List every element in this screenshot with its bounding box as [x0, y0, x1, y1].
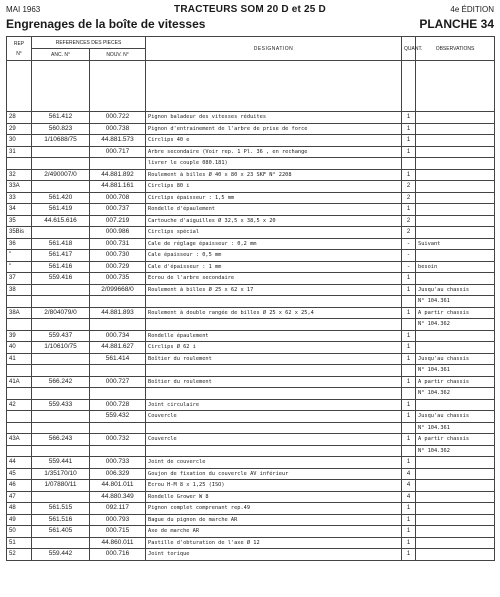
cell-anc: 561.420	[32, 192, 90, 204]
cell-nouv: 000.715	[90, 526, 146, 538]
cell-rep	[7, 445, 32, 457]
cell-obs	[416, 123, 495, 135]
cell-rep	[7, 365, 32, 377]
table-row	[7, 307, 495, 319]
cell-des	[146, 365, 402, 377]
cell-rep: 38	[7, 284, 32, 296]
table-row	[7, 123, 495, 135]
cell-obs: Jusqu'au chassis	[416, 353, 495, 365]
cell-obs	[416, 273, 495, 285]
cell-obs: besoin	[416, 261, 495, 273]
cell-anc	[32, 158, 90, 170]
plate-number: PLANCHE 34	[419, 17, 494, 31]
cell-qty: 1	[402, 123, 416, 135]
table-row	[7, 491, 495, 503]
cell-nouv: 000.737	[90, 204, 146, 216]
cell-anc: 561.412	[32, 112, 90, 124]
cell-nouv: 44.860.011	[90, 537, 146, 549]
cell-des: Pignon baladeur des vitesses réduites	[146, 112, 402, 124]
cell-obs	[416, 227, 495, 239]
cell-des: Rondelle épaulement	[146, 330, 402, 342]
col-nouv-header: NOUV. N°	[90, 49, 146, 61]
cell-rep: 47	[7, 491, 32, 503]
cell-anc	[32, 445, 90, 457]
cell-rep	[7, 388, 32, 400]
cell-des: Rondelle Grower W 8	[146, 491, 402, 503]
cell-des: Circlips épaisseur : 1,5 mm	[146, 192, 402, 204]
cell-anc: 561.516	[32, 514, 90, 526]
cell-qty: 1	[402, 353, 416, 365]
cell-des: livrer le couple 080.181)	[146, 158, 402, 170]
table-row	[7, 238, 495, 250]
cell-qty: 1	[402, 112, 416, 124]
cell-anc	[32, 227, 90, 239]
cell-obs: N° 104.362	[416, 445, 495, 457]
cell-des: Boîtier du roulement	[146, 353, 402, 365]
table-row	[7, 261, 495, 273]
cell-des: Bague du pignon de marche AR	[146, 514, 402, 526]
cell-qty: 1	[402, 273, 416, 285]
cell-nouv	[90, 365, 146, 377]
cell-rep: 38A	[7, 307, 32, 319]
cell-des	[146, 388, 402, 400]
cell-qty: 2	[402, 227, 416, 239]
cell-obs: A partir chassis	[416, 434, 495, 446]
table-row	[7, 273, 495, 285]
cell-des: Joint torique	[146, 549, 402, 561]
cell-obs: A partir chassis	[416, 307, 495, 319]
cell-rep: 28	[7, 112, 32, 124]
cell-rep: 49	[7, 514, 32, 526]
cell-nouv: 000.733	[90, 457, 146, 469]
cell-des	[146, 296, 402, 308]
cell-obs	[416, 204, 495, 216]
cell-anc: 561.515	[32, 503, 90, 515]
cell-des: Circlips 80 i	[146, 181, 402, 193]
cell-qty: 2	[402, 215, 416, 227]
table-row	[7, 457, 495, 469]
cell-qty	[402, 158, 416, 170]
cell-nouv: 000.729	[90, 261, 146, 273]
cell-rep: 41	[7, 353, 32, 365]
cell-nouv: 000.986	[90, 227, 146, 239]
cell-rep: "	[7, 261, 32, 273]
edition-date: MAI 1963	[6, 5, 41, 14]
cell-qty: 1	[402, 204, 416, 216]
cell-obs: N° 104.362	[416, 388, 495, 400]
cell-des: Joint de couvercle	[146, 457, 402, 469]
cell-obs	[416, 158, 495, 170]
cell-qty	[402, 388, 416, 400]
col-designation-header: DESIGNATION	[146, 37, 402, 61]
cell-qty	[402, 422, 416, 434]
cell-obs	[416, 112, 495, 124]
cell-anc	[32, 319, 90, 331]
cell-rep: 35Bis	[7, 227, 32, 239]
parts-table	[6, 36, 495, 561]
cell-obs	[416, 169, 495, 181]
table-row	[7, 227, 495, 239]
section-header	[6, 17, 494, 33]
cell-des: Ecrou H-M 8 x 1,25 (ISO)	[146, 480, 402, 492]
table-row	[7, 526, 495, 538]
cell-rep	[7, 319, 32, 331]
cell-qty: -	[402, 261, 416, 273]
cell-anc: 1/35170/10	[32, 468, 90, 480]
cell-anc	[32, 296, 90, 308]
cell-des: Couvercle	[146, 411, 402, 423]
cell-des: Cale épaisseur : 0,5 mm	[146, 250, 402, 262]
cell-rep: 37	[7, 273, 32, 285]
cell-rep: 29	[7, 123, 32, 135]
cell-qty: 1	[402, 434, 416, 446]
cell-obs	[416, 526, 495, 538]
cell-qty: 4	[402, 491, 416, 503]
cell-qty: 1	[402, 284, 416, 296]
cell-qty: -	[402, 238, 416, 250]
cell-rep: 31	[7, 146, 32, 158]
cell-nouv: 44.881.161	[90, 181, 146, 193]
cell-anc: 559.441	[32, 457, 90, 469]
cell-nouv	[90, 388, 146, 400]
blank-cell	[146, 61, 402, 112]
blank-cell	[402, 61, 416, 112]
table-row	[7, 112, 495, 124]
cell-anc: 1/07880/11	[32, 480, 90, 492]
table-row	[7, 296, 495, 308]
cell-des: Cale de réglage épaisseur : 0,2 mm	[146, 238, 402, 250]
cell-nouv: 000.730	[90, 250, 146, 262]
cell-nouv: 2/099668/0	[90, 284, 146, 296]
parts-table-body	[7, 61, 495, 561]
table-row	[7, 514, 495, 526]
cell-anc	[32, 365, 90, 377]
cell-qty: 1	[402, 146, 416, 158]
table-row	[7, 503, 495, 515]
cell-nouv: 44.881.627	[90, 342, 146, 354]
cell-obs: N° 104.362	[416, 319, 495, 331]
cell-nouv: 561.414	[90, 353, 146, 365]
cell-des: Couvercle	[146, 434, 402, 446]
cell-rep: 33A	[7, 181, 32, 193]
cell-obs: N° 104.361	[416, 365, 495, 377]
cell-des: Boîtier du roulement	[146, 376, 402, 388]
cell-anc: 1/10688/75	[32, 135, 90, 147]
table-row	[7, 158, 495, 170]
col-no-label: N°	[16, 50, 22, 57]
parts-table-header	[7, 37, 495, 61]
cell-qty: 1	[402, 526, 416, 538]
cell-rep: 45	[7, 468, 32, 480]
cell-anc	[32, 353, 90, 365]
cell-nouv	[90, 296, 146, 308]
cell-nouv: 000.732	[90, 434, 146, 446]
col-refs-header: REFERENCES DES PIECES	[32, 37, 146, 49]
cell-rep: 30	[7, 135, 32, 147]
cell-des: Pignon d'entrainement de l'arbre de prise de force	[146, 123, 402, 135]
cell-qty	[402, 445, 416, 457]
cell-des: Circlips 40 e	[146, 135, 402, 147]
cell-nouv	[90, 445, 146, 457]
cell-qty: 1	[402, 169, 416, 181]
cell-qty: 1	[402, 457, 416, 469]
edition-label: 4e ÉDITION	[450, 5, 494, 14]
cell-anc: 561.419	[32, 204, 90, 216]
section-title: Engrenages de la boîte de vitesses	[6, 17, 206, 31]
table-row	[7, 250, 495, 262]
cell-obs	[416, 146, 495, 158]
cell-obs	[416, 330, 495, 342]
cell-anc	[32, 146, 90, 158]
cell-qty: 4	[402, 468, 416, 480]
table-row	[7, 192, 495, 204]
table-row	[7, 169, 495, 181]
cell-des: Rondelle d'épaulement	[146, 204, 402, 216]
cell-rep: 51	[7, 537, 32, 549]
cell-nouv: 000.731	[90, 238, 146, 250]
cell-anc: 561.418	[32, 238, 90, 250]
cell-obs	[416, 457, 495, 469]
col-anc-header: ANC. N°	[32, 49, 90, 61]
cell-nouv: 000.793	[90, 514, 146, 526]
cell-des: Joint circulaire	[146, 399, 402, 411]
cell-rep: 36	[7, 238, 32, 250]
table-row	[7, 468, 495, 480]
cell-anc: 2/490007/0	[32, 169, 90, 181]
cell-nouv	[90, 422, 146, 434]
cell-qty	[402, 319, 416, 331]
table-row	[7, 319, 495, 331]
cell-qty: 2	[402, 192, 416, 204]
cell-rep: 44	[7, 457, 32, 469]
table-row	[7, 342, 495, 354]
cell-nouv: 000.727	[90, 376, 146, 388]
cell-obs	[416, 480, 495, 492]
cell-obs	[416, 549, 495, 561]
cell-des: Pignon complet comprenant rep.49	[146, 503, 402, 515]
cell-obs	[416, 250, 495, 262]
cell-nouv: 44.880.349	[90, 491, 146, 503]
cell-anc	[32, 422, 90, 434]
cell-rep: 33	[7, 192, 32, 204]
cell-anc	[32, 181, 90, 193]
cell-rep: 42	[7, 399, 32, 411]
cell-nouv: 44.881.573	[90, 135, 146, 147]
cell-des	[146, 445, 402, 457]
cell-anc: 560.823	[32, 123, 90, 135]
col-rep-header	[7, 37, 32, 61]
cell-qty: 1	[402, 549, 416, 561]
cell-rep: 35	[7, 215, 32, 227]
cell-qty: 1	[402, 376, 416, 388]
cell-obs	[416, 537, 495, 549]
cell-anc: 561.416	[32, 261, 90, 273]
table-row	[7, 537, 495, 549]
cell-nouv: 000.716	[90, 549, 146, 561]
cell-nouv: 44.801.011	[90, 480, 146, 492]
cell-qty: -	[402, 250, 416, 262]
cell-nouv: 44.881.892	[90, 169, 146, 181]
table-row	[7, 353, 495, 365]
cell-des: Goujon de fixation du couvercle AV inférieur	[146, 468, 402, 480]
cell-obs	[416, 514, 495, 526]
cell-des: Roulement à billes Ø 25 x 62 x 17	[146, 284, 402, 296]
cell-des: Cale d'épaisseur : 1 mm	[146, 261, 402, 273]
cell-obs	[416, 215, 495, 227]
cell-des: Ecrou de l'arbre secondaire	[146, 273, 402, 285]
cell-des: Axe de marche AR	[146, 526, 402, 538]
cell-obs	[416, 192, 495, 204]
blank-cell	[32, 61, 90, 112]
table-row	[7, 480, 495, 492]
table-row	[7, 204, 495, 216]
cell-nouv: 000.738	[90, 123, 146, 135]
table-row	[7, 284, 495, 296]
cell-rep: 34	[7, 204, 32, 216]
cell-nouv: 007.219	[90, 215, 146, 227]
cell-rep: 52	[7, 549, 32, 561]
cell-anc: 559.442	[32, 549, 90, 561]
cell-des	[146, 319, 402, 331]
table-row	[7, 549, 495, 561]
catalog-title: TRACTEURS SOM 20 D et 25 D	[174, 4, 326, 15]
blank-row	[7, 61, 495, 112]
cell-rep	[7, 422, 32, 434]
table-row	[7, 422, 495, 434]
table-row	[7, 399, 495, 411]
cell-nouv: 44.881.893	[90, 307, 146, 319]
table-row	[7, 376, 495, 388]
table-row	[7, 445, 495, 457]
col-quantity-header: QUANT.	[402, 37, 416, 61]
cell-qty: 1	[402, 411, 416, 423]
cell-obs	[416, 135, 495, 147]
cell-rep	[7, 411, 32, 423]
blank-cell	[7, 61, 32, 112]
cell-obs	[416, 491, 495, 503]
table-row	[7, 434, 495, 446]
cell-des: Circlips spécial	[146, 227, 402, 239]
cell-nouv	[90, 158, 146, 170]
cell-nouv: 000.722	[90, 112, 146, 124]
cell-qty: 1	[402, 307, 416, 319]
cell-nouv: 092.117	[90, 503, 146, 515]
table-row	[7, 330, 495, 342]
table-row	[7, 365, 495, 377]
cell-obs	[416, 399, 495, 411]
table-row	[7, 215, 495, 227]
table-row	[7, 181, 495, 193]
cell-anc: 566.242	[32, 376, 90, 388]
cell-qty	[402, 365, 416, 377]
cell-anc: 559.433	[32, 399, 90, 411]
cell-anc: 1/10610/75	[32, 342, 90, 354]
cell-nouv: 000.735	[90, 273, 146, 285]
col-observations-header: OBSERVATIONS	[416, 37, 495, 61]
table-row	[7, 146, 495, 158]
cell-rep: 48	[7, 503, 32, 515]
cell-qty	[402, 296, 416, 308]
blank-cell	[90, 61, 146, 112]
cell-obs: N° 104.361	[416, 296, 495, 308]
col-rep-label: REP	[13, 40, 25, 47]
cell-anc: 561.417	[32, 250, 90, 262]
cell-obs	[416, 342, 495, 354]
cell-anc: 559.416	[32, 273, 90, 285]
cell-rep: 32	[7, 169, 32, 181]
cell-qty: 4	[402, 480, 416, 492]
cell-des: Pastille d'obturation de l'axe Ø 12	[146, 537, 402, 549]
table-row	[7, 135, 495, 147]
cell-anc	[32, 537, 90, 549]
cell-anc	[32, 411, 90, 423]
cell-des: Arbre secondaire (Voir rep. 1 Pl. 36 , en rechange	[146, 146, 402, 158]
table-row	[7, 411, 495, 423]
cell-qty: 1	[402, 135, 416, 147]
cell-anc	[32, 284, 90, 296]
cell-rep	[7, 296, 32, 308]
cell-obs	[416, 503, 495, 515]
cell-nouv: 000.728	[90, 399, 146, 411]
cell-des: Roulement à billes Ø 40 x 80 x 23 SKF N° 2208	[146, 169, 402, 181]
cell-anc: 559.437	[32, 330, 90, 342]
cell-des: Roulement à double rangée de billes Ø 25 x 62 x 25,4	[146, 307, 402, 319]
cell-nouv: 000.717	[90, 146, 146, 158]
cell-anc	[32, 388, 90, 400]
cell-anc: 2/804079/0	[32, 307, 90, 319]
table-row	[7, 388, 495, 400]
cell-nouv: 000.734	[90, 330, 146, 342]
cell-qty: 1	[402, 537, 416, 549]
cell-rep: 50	[7, 526, 32, 538]
cell-anc	[32, 491, 90, 503]
cell-rep: 46	[7, 480, 32, 492]
cell-obs	[416, 181, 495, 193]
cell-obs: N° 104.361	[416, 422, 495, 434]
cell-obs: Jusqu'au chassis	[416, 284, 495, 296]
page-header	[6, 5, 494, 17]
cell-obs	[416, 468, 495, 480]
blank-cell	[416, 61, 495, 112]
cell-nouv: 006.329	[90, 468, 146, 480]
cell-anc: 44.615.616	[32, 215, 90, 227]
cell-obs: A partir chassis	[416, 376, 495, 388]
cell-des: Cartouche d'aiguilles Ø 32,5 x 38,5 x 20	[146, 215, 402, 227]
cell-obs: Suivant	[416, 238, 495, 250]
cell-rep	[7, 158, 32, 170]
cell-rep: 39	[7, 330, 32, 342]
cell-rep: "	[7, 250, 32, 262]
cell-qty: 1	[402, 330, 416, 342]
cell-nouv: 559.432	[90, 411, 146, 423]
cell-qty: 1	[402, 399, 416, 411]
cell-rep: 41A	[7, 376, 32, 388]
cell-des	[146, 422, 402, 434]
cell-qty: 1	[402, 503, 416, 515]
cell-anc: 561.405	[32, 526, 90, 538]
cell-obs: Jusqu'au chassis	[416, 411, 495, 423]
cell-anc: 566.243	[32, 434, 90, 446]
cell-rep: 40	[7, 342, 32, 354]
cell-des: Circlips Ø 62 i	[146, 342, 402, 354]
cell-nouv	[90, 319, 146, 331]
cell-qty: 2	[402, 181, 416, 193]
cell-qty: 1	[402, 514, 416, 526]
cell-nouv: 000.708	[90, 192, 146, 204]
cell-qty: 1	[402, 342, 416, 354]
cell-rep: 43A	[7, 434, 32, 446]
